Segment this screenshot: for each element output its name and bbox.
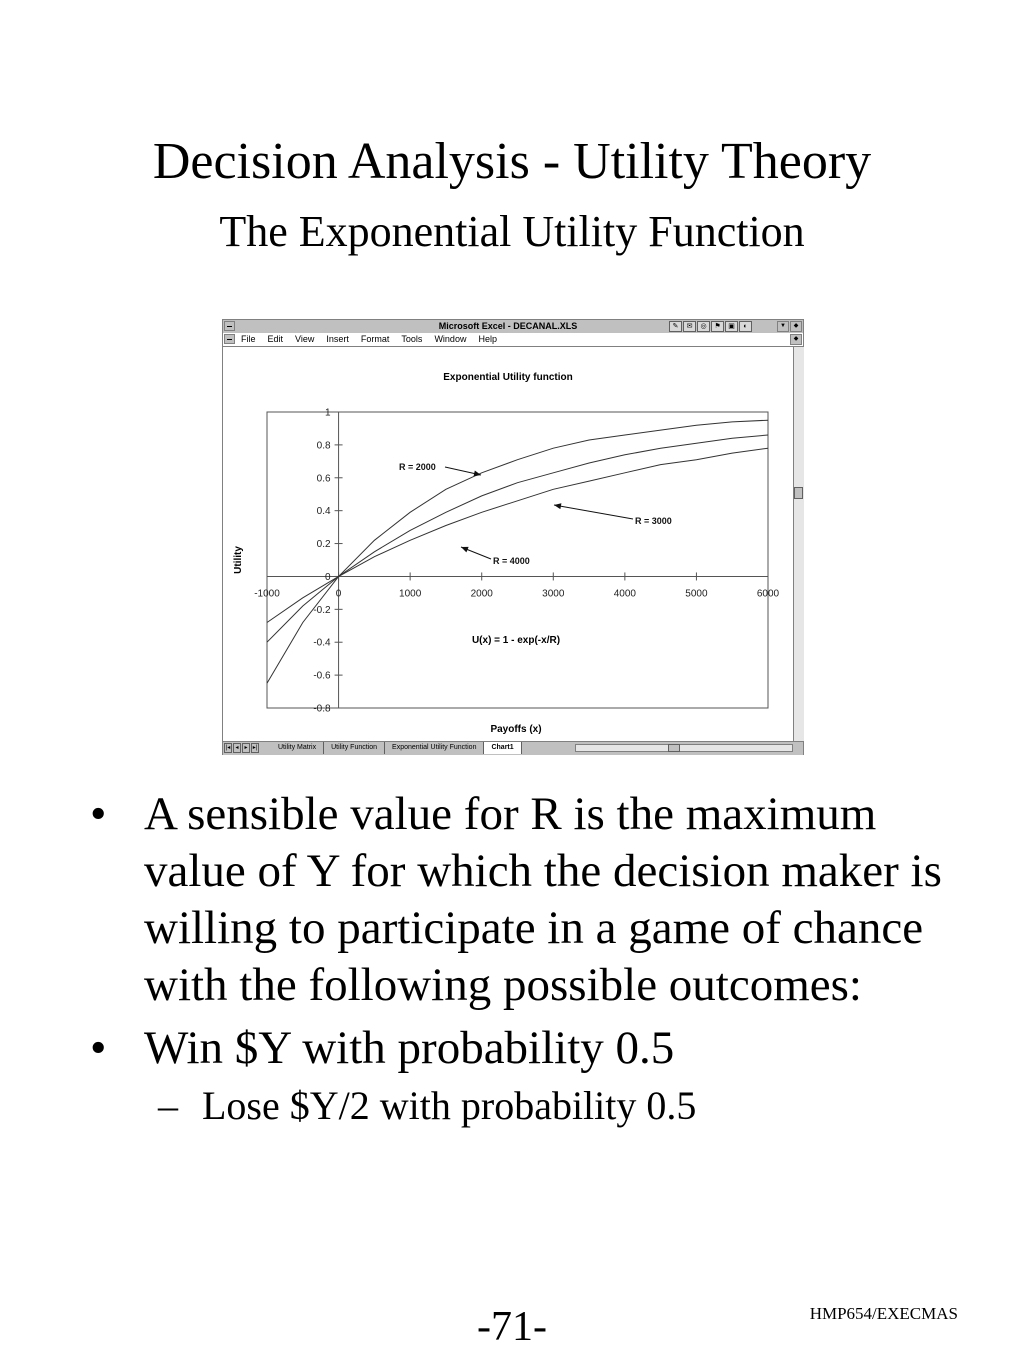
utility-chart [223, 347, 793, 741]
series-annotation: R = 3000 [635, 516, 672, 526]
y-tick-label: -0.4 [313, 637, 331, 649]
y-tick-label: 0.4 [316, 506, 331, 518]
sheet-tab[interactable]: Utility Function [324, 742, 385, 754]
slide-subtitle: The Exponential Utility Function [219, 207, 805, 256]
chart-title: Exponential Utility function [443, 372, 573, 383]
menu-item-file[interactable]: File [241, 334, 256, 344]
page-number: -71- [477, 1304, 547, 1350]
x-tick-label: 4000 [613, 588, 636, 600]
menu-item-format[interactable]: Format [360, 334, 390, 344]
sub-bullet-text: Lose $Y/2 with probability 0.5 [202, 1083, 697, 1128]
toolbar-icon[interactable]: ◎ [697, 321, 710, 332]
x-tick-label: 5000 [685, 588, 708, 600]
bullet-list [90, 786, 950, 1133]
y-tick-label: -0.2 [313, 604, 331, 616]
toolbar-icon[interactable]: ▣ [725, 321, 738, 332]
sheet-tab[interactable]: Chart1 [484, 742, 521, 754]
bullet-item [90, 1020, 950, 1077]
series-annotation: R = 2000 [399, 462, 436, 472]
excel-window [222, 319, 804, 755]
formula-label: U(x) = 1 - exp(-x/R) [471, 635, 561, 646]
menu-item-tools[interactable]: Tools [401, 334, 423, 344]
excel-titlebar [223, 320, 803, 334]
annotation-arrow [554, 505, 633, 519]
bullet-text: Win $Y with probability 0.5 [144, 1022, 675, 1074]
x-tick-label: 3000 [542, 588, 565, 600]
y-tick-label: -0.8 [313, 703, 331, 715]
hscroll-thumb[interactable] [668, 744, 680, 752]
y-axis-label: Utility [233, 546, 244, 574]
restore-icon[interactable]: ◆ [790, 321, 802, 332]
menu-item-view[interactable]: View [295, 334, 315, 344]
y-tick-label: -0.6 [313, 670, 331, 682]
y-tick-label: 0.6 [316, 473, 331, 485]
sheet-nav-button[interactable]: ◂ [233, 743, 241, 753]
series-line-2 [267, 435, 768, 642]
sheet-tabs-bar [223, 741, 803, 755]
arrowhead [554, 503, 561, 509]
footer-label: HMP654/EXECMAS [809, 1304, 958, 1323]
arrowhead [461, 547, 469, 553]
y-tick-label: 0.8 [316, 440, 331, 452]
sheet-nav-button[interactable]: ▸| [252, 745, 258, 751]
x-axis-label: Payoffs (x) [490, 724, 542, 735]
sheet-nav-button[interactable]: ▸ [242, 743, 250, 753]
toolbar-icon[interactable]: ⚑ [711, 321, 724, 332]
x-tick-label: 6000 [756, 588, 780, 600]
bullet-icon: • [90, 1022, 107, 1074]
sub-bullet-item [90, 1079, 950, 1133]
series-annotation: R = 4000 [493, 556, 530, 566]
menu-item-help[interactable]: Help [478, 334, 497, 344]
toolbar-icon[interactable]: ✎ [669, 321, 682, 332]
sheet-tab[interactable]: Exponential Utility Function [385, 742, 484, 754]
menu-item-edit[interactable]: Edit [267, 334, 284, 344]
menu-item-window[interactable]: Window [434, 334, 467, 344]
x-tick-label: 0 [335, 588, 342, 600]
document-control-icon[interactable] [224, 334, 235, 344]
window-title: Microsoft Excel - DECANAL.XLS [438, 321, 578, 331]
sheet-tab[interactable]: Utility Matrix [271, 742, 324, 754]
horizontal-scrollbar[interactable] [575, 744, 793, 752]
control-menu-icon[interactable] [224, 321, 235, 331]
y-tick-label: 0 [325, 571, 331, 583]
toolbar-icon[interactable]: ◐ [739, 321, 752, 332]
toolbar-icon[interactable]: ✉ [683, 321, 696, 332]
bullet-icon: • [90, 788, 107, 840]
y-tick-label: 0.2 [316, 539, 331, 551]
bullet-item [90, 786, 950, 1014]
x-tick-label: -1000 [254, 588, 280, 600]
toolbar-icons [669, 321, 769, 332]
sheet-nav-button[interactable]: |◂ [225, 745, 231, 751]
scroll-thumb[interactable] [794, 487, 803, 499]
vertical-scrollbar[interactable] [793, 347, 804, 741]
x-tick-label: 2000 [470, 588, 493, 600]
menu-item-insert[interactable]: Insert [326, 334, 349, 344]
doc-restore-icon[interactable]: ◆ [790, 334, 802, 345]
dash-icon: – [158, 1083, 178, 1128]
y-tick-label: 1 [325, 407, 331, 419]
x-tick-label: 1000 [399, 588, 422, 600]
bullet-text: A sensible value for R is the maximum value of Y for which the decision maker is willing to participate in a game of chance with the following possible outcomes: [144, 788, 942, 1011]
minimize-icon[interactable]: ▼ [777, 321, 789, 332]
slide-title: Decision Analysis - Utility Theory [152, 133, 872, 190]
menu-bar [223, 333, 803, 347]
